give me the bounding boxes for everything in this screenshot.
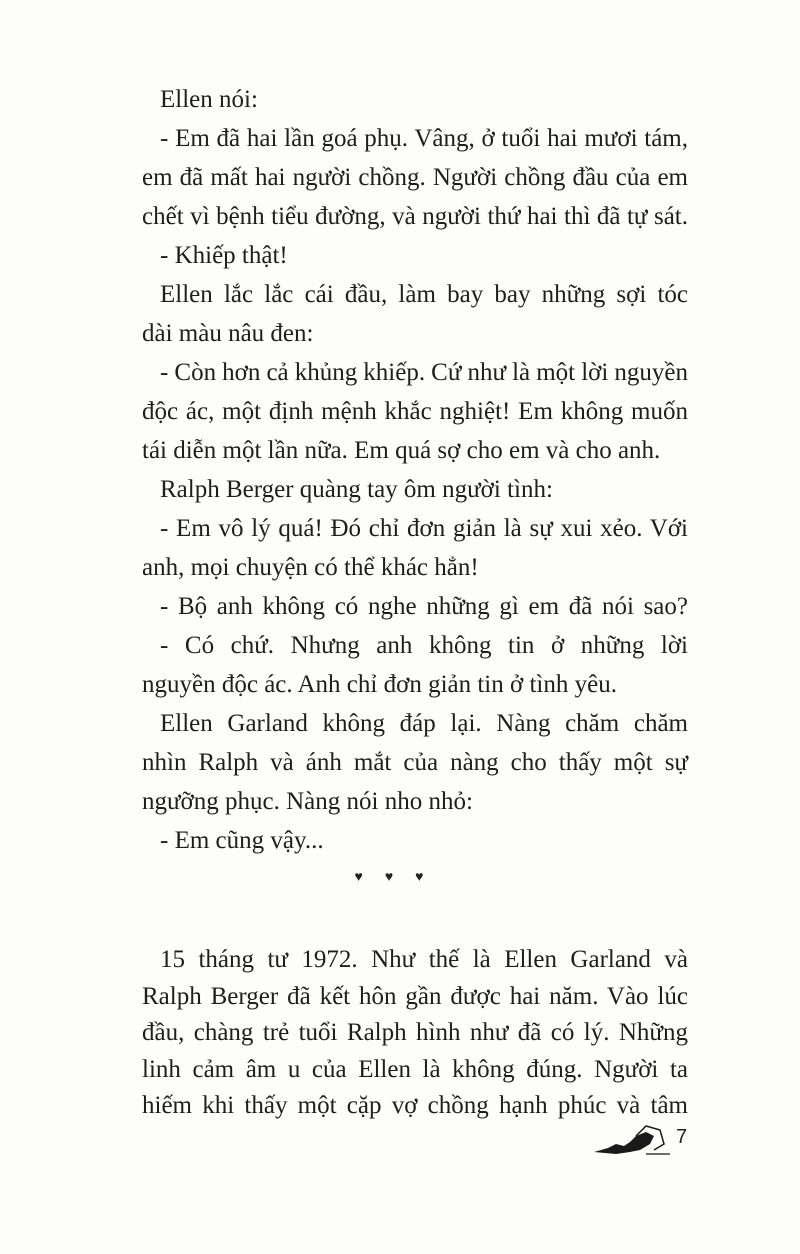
text-line: 15 tháng tư 1972. Như thế là Ellen Garland và	[160, 946, 688, 973]
text-line: - Em vô lý quá! Đó chỉ đơn giản là sự xui xẻo. Với	[160, 515, 688, 542]
text-line: Ralph Berger quàng tay ôm người tình:	[160, 476, 553, 503]
text-line: hiếm khi thấy một cặp vợ chồng hạnh phúc và tâm	[142, 1092, 688, 1119]
text-line: Ellen nói:	[160, 86, 258, 113]
text-line: - Có chứ. Nhưng anh không tin ở những lời	[160, 632, 688, 659]
text-line: đầu, chàng trẻ tuổi Ralph hình như đã có lý. Những	[142, 1019, 688, 1046]
text-line: - Em đã hai lần goá phụ. Vâng, ở tuổi hai mươi tám,	[160, 125, 688, 152]
text-line: - Khiếp thật!	[160, 242, 288, 269]
text-line: anh, mọi chuyện có thể khác hẳn!	[142, 554, 479, 581]
text-line: nhìn Ralph và ánh mắt của nàng cho thấy một sự	[142, 749, 688, 776]
text-line: Ralph Berger đã kết hôn gần được hai năm. Vào lúc	[142, 982, 688, 1010]
text-line: dài màu nâu đen:	[142, 320, 314, 347]
text-line: ngưỡng phục. Nàng nói nho nhỏ:	[142, 788, 473, 815]
text-line: linh cảm âm u của Ellen là không đúng. Người ta	[142, 1055, 688, 1083]
text-line: - Còn hơn cả khủng khiếp. Cứ như là một lời nguyền	[160, 359, 688, 386]
text-line: - Bộ anh không có nghe những gì em đã nói sao?	[160, 593, 688, 620]
section-separator: ♥♥♥	[354, 870, 446, 885]
text-line: tái diễn một lần nữa. Em quá sợ cho em và cho anh.	[142, 437, 661, 464]
text-line: nguyền độc ác. Anh chỉ đơn giản tin ở tình yêu.	[142, 671, 617, 698]
page-number: 7	[676, 1126, 688, 1148]
text-line: em đã mất hai người chồng. Người chồng đầu của em	[142, 164, 688, 191]
reclining-figure-icon	[590, 1122, 670, 1162]
text-line: chết vì bệnh tiểu đường, và người thứ hai thì đã tự sát.	[142, 203, 688, 230]
text-line: Ellen lắc lắc cái đầu, làm bay bay những sợi tóc	[160, 281, 688, 308]
text-line: Ellen Garland không đáp lại. Nàng chăm chăm	[160, 710, 688, 737]
text-line: độc ác, một định mệnh khắc nghiệt! Em không muốn	[142, 398, 688, 425]
text-line: - Em cũng vậy...	[160, 827, 324, 854]
